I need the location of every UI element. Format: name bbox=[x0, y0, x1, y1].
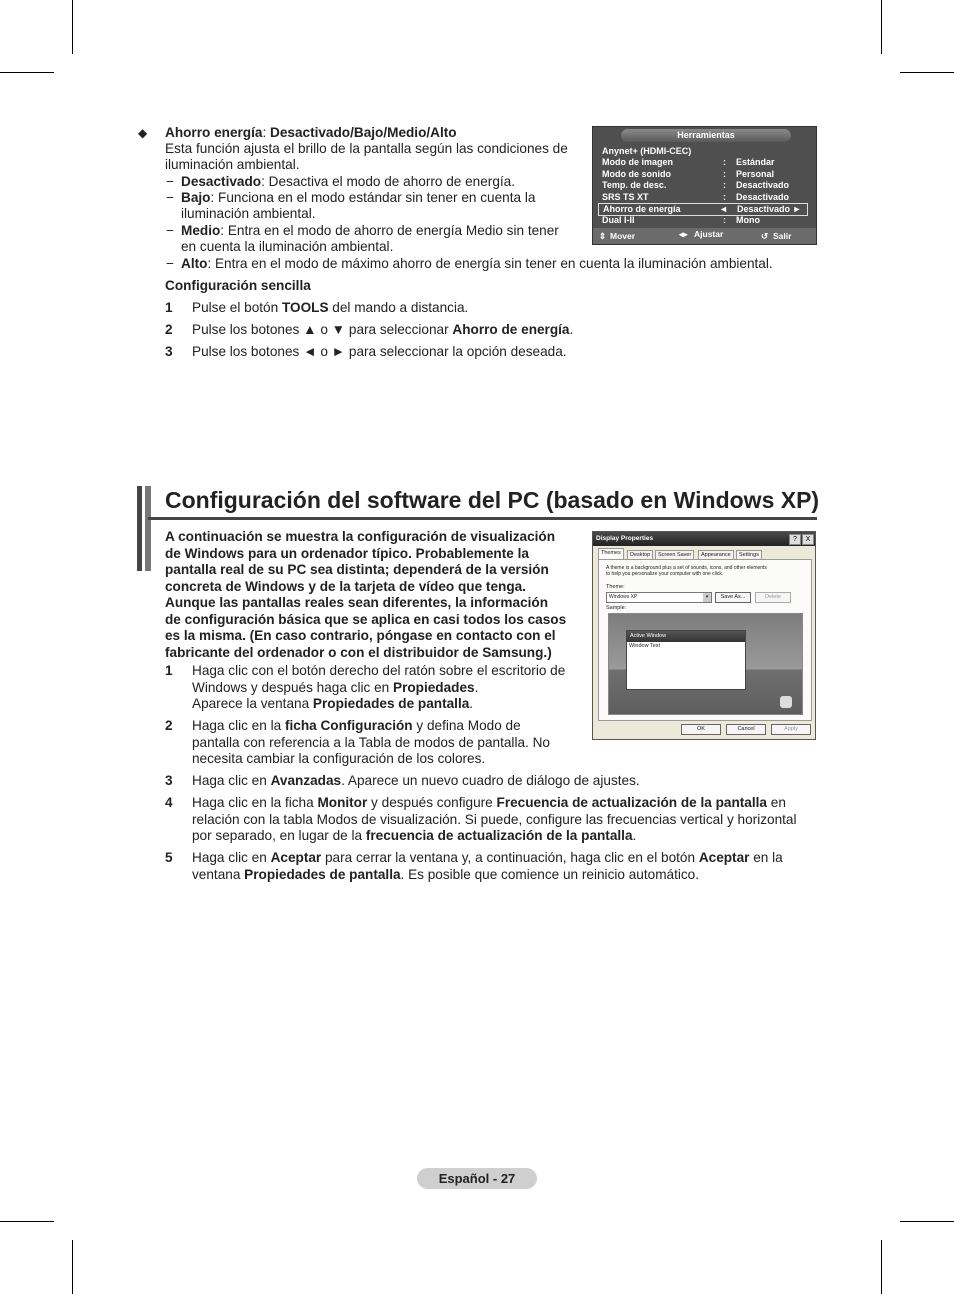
osd-row bbox=[602, 169, 807, 180]
intro-line: fabricante del ordenador o con el distribuidor de Samsung.) bbox=[165, 644, 552, 660]
osd-sep: : bbox=[723, 180, 726, 190]
theme-label: Theme: bbox=[606, 584, 625, 590]
heading-rule bbox=[148, 517, 817, 520]
step-number: 4 bbox=[165, 795, 173, 810]
bullet-icon: ◆ bbox=[138, 126, 148, 140]
step-number: 3 bbox=[165, 344, 173, 359]
option-bajo-cont: iluminación ambiental. bbox=[181, 206, 316, 221]
pc-step-2 bbox=[192, 718, 550, 768]
step-text: Pulse los botones ◄ o ► para seleccionar la opción deseada. bbox=[192, 344, 567, 359]
intro-line: pantalla real de su PC sea distinta; dependerá de la versión bbox=[165, 562, 549, 577]
osd-sep: : bbox=[723, 215, 726, 225]
osd-sep: ◄ bbox=[719, 204, 728, 214]
osd-footer bbox=[593, 228, 816, 244]
active-window-preview bbox=[626, 630, 746, 690]
config-step bbox=[192, 322, 573, 339]
close-icon: X bbox=[802, 534, 814, 545]
move-icon: ⇕ bbox=[599, 231, 607, 241]
step-text: en bbox=[766, 795, 786, 810]
step-number: 1 bbox=[165, 663, 173, 678]
config-step bbox=[192, 300, 468, 317]
step-text: y defina Modo de bbox=[412, 718, 521, 733]
option-text: : Entra en el modo de máximo ahorro de energía sin tener en cuenta la iluminación ambiental. bbox=[207, 256, 773, 271]
tools-menu-title: Herramientas bbox=[621, 129, 791, 142]
step-key: Aceptar bbox=[270, 850, 322, 865]
step-text: Aparece la ventana bbox=[192, 696, 313, 711]
ok-button: OK bbox=[681, 724, 721, 735]
step-line: Haga clic con el botón derecho del ratón sobre el escritorio de bbox=[192, 663, 566, 678]
osd-label: SRS TS XT bbox=[602, 192, 649, 202]
tab-themes: Themes bbox=[598, 548, 624, 560]
osd-sep: : bbox=[723, 169, 726, 179]
osd-foot-exit: Salir bbox=[773, 231, 792, 241]
pc-step-5 bbox=[192, 850, 817, 883]
osd-value: Desactivado bbox=[736, 180, 790, 190]
step-text: . bbox=[569, 322, 574, 337]
osd-label: Dual I-II bbox=[602, 215, 635, 225]
step-text: por separado, en lugar de la bbox=[192, 828, 366, 843]
step-key: Propiedades de pantalla bbox=[312, 696, 470, 711]
osd-label: Temp. de desc. bbox=[602, 180, 667, 190]
option-desactivado bbox=[181, 174, 515, 191]
pc-step-1 bbox=[192, 663, 565, 713]
step-text: Pulse el botón bbox=[192, 300, 282, 315]
osd-label: Modo de imagen bbox=[602, 157, 674, 167]
step-key: TOOLS bbox=[281, 300, 329, 315]
step-key: Propiedades de pantalla bbox=[244, 866, 401, 882]
crop-mark bbox=[900, 1221, 954, 1222]
step-line: necesita cambiar la configuración de los colores. bbox=[192, 751, 486, 766]
section-marker bbox=[145, 486, 151, 571]
themes-panel bbox=[598, 559, 812, 721]
intro-line: de configuración básica que se aplica en casi todos los casos bbox=[165, 611, 567, 627]
cancel-button: Cancel bbox=[726, 724, 766, 735]
save-as-button: Save As... bbox=[715, 592, 751, 603]
chevron-down-icon: ▾ bbox=[703, 593, 711, 602]
step-key: ficha Configuración bbox=[284, 718, 413, 733]
tab-settings: Settings bbox=[736, 550, 762, 561]
step-line bbox=[192, 828, 817, 845]
intro-line: es la misma. (En caso contrario, póngase en contacto con el bbox=[165, 628, 556, 643]
theme-sample-preview bbox=[608, 613, 803, 715]
adjust-icon: ◂▸ bbox=[679, 229, 688, 239]
recycle-bin-icon bbox=[780, 696, 792, 708]
step-line bbox=[192, 850, 817, 867]
step-line bbox=[192, 867, 817, 884]
option-text: : Funciona en el modo estándar sin tener en cuenta la bbox=[210, 190, 536, 205]
crop-mark bbox=[72, 1240, 73, 1294]
step-key: Frecuencia de actualización de la pantalla bbox=[496, 795, 767, 810]
option-label: Desactivado bbox=[181, 174, 262, 189]
step-number: 5 bbox=[165, 850, 173, 865]
option-medio bbox=[181, 223, 559, 240]
section-heading: Configuración del software del PC (basado en Windows XP) bbox=[165, 487, 820, 513]
option-label: Bajo bbox=[181, 190, 211, 205]
step-key: frecuencia de actualización de la pantalla bbox=[365, 828, 633, 843]
ahorro-heading: Ahorro energía: Desactivado/Bajo/Medio/Alto bbox=[165, 125, 457, 140]
step-text: . bbox=[469, 696, 474, 711]
step-text: Haga clic en la ficha bbox=[192, 795, 318, 810]
step-text: Windows y después haga clic en bbox=[192, 679, 393, 695]
intro-line: A continuación se muestra la configuración de visualización bbox=[165, 529, 556, 544]
intro-paragraph bbox=[165, 529, 566, 661]
step-line: pantalla con referencia a la Tabla de modos de pantalla. No bbox=[192, 734, 550, 750]
theme-desc: A theme is a background plus a set of sounds, icons, and other elements bbox=[606, 565, 767, 571]
step-line bbox=[192, 718, 550, 735]
step-text: Haga clic en la bbox=[192, 718, 285, 733]
step-text: y después configure bbox=[367, 795, 497, 810]
crop-mark bbox=[0, 1221, 54, 1222]
pc-step-4 bbox=[192, 795, 817, 845]
crop-mark bbox=[72, 0, 73, 54]
dash: − bbox=[166, 256, 174, 271]
option-medio-cont: en cuenta la iluminación ambiental. bbox=[181, 239, 394, 254]
window-text: Window Text bbox=[629, 643, 661, 649]
sample-label: Sample: bbox=[606, 605, 627, 611]
osd-row bbox=[602, 215, 807, 226]
delete-button: Delete bbox=[755, 592, 791, 603]
dash: − bbox=[166, 190, 174, 205]
osd-value: Mono bbox=[736, 215, 760, 225]
step-text: en la bbox=[749, 850, 783, 865]
intro-line: de Windows para un ordenador típico. Probablemente la bbox=[165, 545, 529, 561]
step-number: 2 bbox=[165, 718, 173, 733]
crop-mark bbox=[0, 72, 54, 73]
step-text: Pulse los botones ▲ o ▼ para seleccionar bbox=[192, 322, 453, 337]
osd-row bbox=[602, 157, 807, 168]
ahorro-desc-line: iluminación ambiental. bbox=[165, 157, 300, 172]
active-window-title: Active Window bbox=[627, 631, 745, 642]
option-text: : Desactiva el modo de ahorro de energía. bbox=[261, 174, 515, 189]
apply-button: Apply bbox=[771, 724, 811, 735]
step-text: . Aparece un nuevo cuadro de diálogo de ajustes. bbox=[341, 773, 640, 788]
theme-select bbox=[606, 592, 712, 603]
osd-value: Desactivado ► bbox=[737, 204, 802, 214]
step-line: relación con la tabla Modos de visualización. Si puede, configure las frecuencias vertical y horizontal bbox=[192, 811, 797, 827]
intro-line: concreta de Windows y de la tarjeta de vídeo que tenga. bbox=[165, 578, 526, 594]
tools-menu-screenshot bbox=[592, 126, 817, 245]
step-text: Haga clic en bbox=[192, 773, 271, 788]
display-properties-screenshot bbox=[592, 531, 816, 740]
osd-value: Estándar bbox=[736, 157, 775, 167]
osd-row bbox=[602, 192, 807, 203]
step-line bbox=[192, 680, 565, 697]
step-key: Propiedades bbox=[393, 679, 475, 695]
option-bajo bbox=[181, 190, 535, 207]
step-key: Ahorro de energía bbox=[452, 322, 570, 337]
return-icon: ↺ bbox=[761, 231, 769, 241]
step-text: . bbox=[632, 828, 637, 843]
step-key: Avanzadas bbox=[270, 773, 342, 788]
pc-step-3 bbox=[192, 773, 640, 790]
step-text: . Es posible que comience un reinicio automático. bbox=[400, 866, 700, 882]
config-title bbox=[165, 278, 311, 295]
osd-foot-adjust: Ajustar bbox=[694, 229, 724, 239]
dash: − bbox=[166, 174, 174, 189]
ahorro-label: Ahorro energía bbox=[165, 125, 263, 140]
step-text: Haga clic en bbox=[192, 850, 271, 865]
option-label: Medio bbox=[181, 223, 221, 238]
step-key: Monitor bbox=[317, 795, 368, 810]
dash: − bbox=[166, 223, 174, 238]
help-icon: ? bbox=[789, 534, 801, 545]
step-line bbox=[192, 795, 817, 812]
page-number: Español - 27 bbox=[417, 1168, 537, 1189]
config-title-text: Configuración sencilla bbox=[165, 278, 311, 293]
osd-row bbox=[602, 146, 807, 157]
osd-foot-move: Mover bbox=[610, 231, 636, 241]
step-number: 1 bbox=[165, 300, 173, 315]
step-number: 2 bbox=[165, 322, 173, 337]
osd-value: Desactivado bbox=[736, 192, 790, 202]
option-alto bbox=[181, 256, 773, 273]
option-text: : Entra en el modo de ahorro de energía Medio sin tener bbox=[220, 223, 559, 238]
ahorro-options: Desactivado/Bajo/Medio/Alto bbox=[270, 125, 457, 140]
intro-line: Aunque las pantallas reales sean diferentes, la información bbox=[165, 595, 549, 610]
theme-desc: to help you personalize your computer with one click. bbox=[606, 571, 724, 577]
osd-label: Anynet+ (HDMI-CEC) bbox=[602, 146, 692, 156]
osd-label: Modo de sonido bbox=[602, 169, 671, 179]
config-step bbox=[192, 344, 567, 361]
dialog-title: Display Properties bbox=[593, 532, 815, 546]
step-line bbox=[192, 696, 565, 713]
step-text: ventana bbox=[192, 866, 245, 882]
section-marker bbox=[137, 486, 142, 571]
step-key: Aceptar bbox=[698, 850, 750, 865]
theme-value: Windows XP bbox=[609, 594, 638, 600]
osd-sep: : bbox=[723, 192, 726, 202]
crop-mark bbox=[881, 0, 882, 54]
osd-label: Ahorro de energía bbox=[603, 204, 681, 214]
step-text: para cerrar la ventana y, a continuación, haga clic en el botón bbox=[321, 850, 699, 865]
step-text: . bbox=[474, 679, 479, 695]
crop-mark bbox=[881, 1240, 882, 1294]
osd-row bbox=[602, 180, 807, 191]
step-text: del mando a distancia. bbox=[328, 300, 469, 315]
option-label: Alto bbox=[181, 256, 208, 271]
tab-appearance: Appearance bbox=[698, 550, 734, 561]
step-number: 3 bbox=[165, 773, 173, 788]
crop-mark bbox=[900, 72, 954, 73]
tab-desktop: Desktop bbox=[627, 550, 653, 561]
tab-screen-saver: Screen Saver bbox=[655, 550, 694, 561]
osd-sep: : bbox=[723, 157, 726, 167]
ahorro-desc-line: Esta función ajusta el brillo de la pantalla según las condiciones de bbox=[165, 141, 568, 156]
osd-value: Personal bbox=[736, 169, 775, 179]
